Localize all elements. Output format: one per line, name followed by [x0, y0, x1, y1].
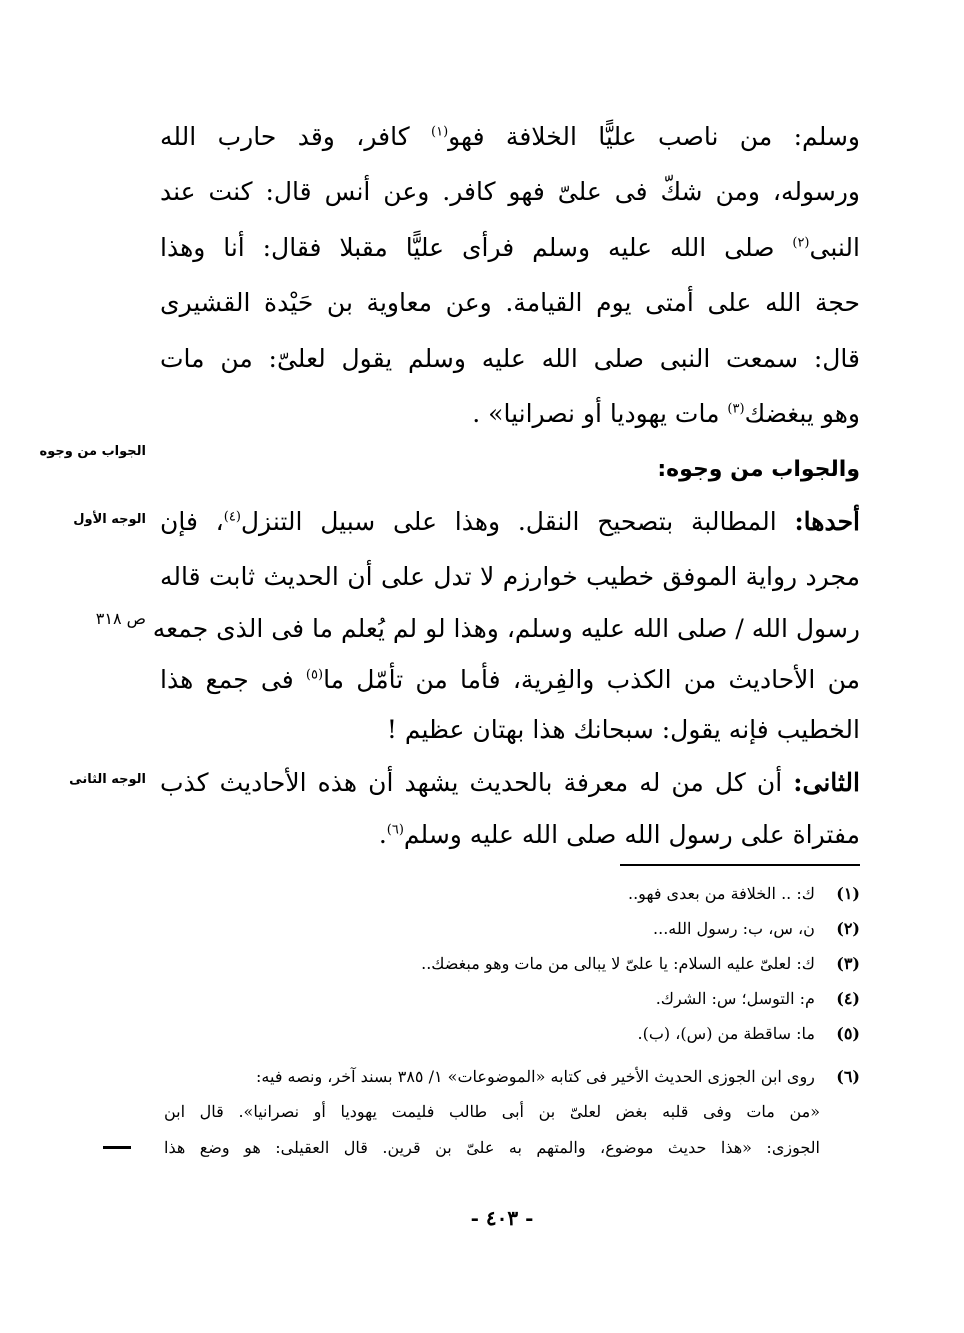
- margin-page-reference: ص ٣١٨: [95, 609, 146, 628]
- continuation-mark: [103, 1146, 131, 1149]
- body-line: قال: سمعت النبى صلى الله عليه وسلم يقول لعلىّ: من مات: [160, 344, 860, 373]
- footnote: (٤) م: التوسل؛ س: الشرك.: [655, 989, 860, 1008]
- margin-note-second-aspect: الوجه الثانى: [69, 772, 146, 787]
- footnote-continuation: الجوزى: «هذا حديث موضوع، والمتهم به علىّ بن قرين. قال العقيلى: هو وضع هذا: [164, 1138, 820, 1157]
- margin-note-first-aspect: الوجه الأول: [73, 512, 146, 527]
- answer-line: أحدها: المطالبة بتصحيح النقل. وهذا على سبيل التنزل$^{(٤)}$، فإن: [160, 507, 860, 536]
- answer-line: من الأحاديث من الكذب والفِرية، فأما من تأمّل ما$^{(٥)}$ فى جمع هذا: [160, 665, 861, 694]
- body-line: ورسوله، ومن شكّ فى علىّ فهو كافر. وعن أنس قال: كنت عند: [160, 177, 860, 206]
- body-line: حجة الله على أمتى يوم القيامة. وعن معاوية بن حَيْدة القشيرى: [160, 288, 860, 317]
- footnote: (٥) ما: ساقطة من (س)، (ب).: [637, 1024, 860, 1043]
- answer-line: الثانى: أن كل من له معرفة بالحديث يشهد أن هذه الأحاديث كذب: [160, 768, 860, 797]
- page-number: - ٤٠٣ -: [470, 1206, 534, 1230]
- footnote-marker[interactable]: (٥): [305, 667, 324, 683]
- footnote-marker[interactable]: (٤): [223, 509, 241, 525]
- footnote-marker[interactable]: (٦): [386, 822, 404, 838]
- footnote: (٦) روى ابن الجوزى الحديث الأخير فى كتابه «الموضوعات» ١/ ٣٨٥ بسند آخر، ونصه فيه:: [256, 1067, 860, 1086]
- footnote-separator: [620, 864, 860, 866]
- footnote: (٣) ك: لعلىّ عليه السلام: يا علىّ لا يبالى من مات وهو مبغضك..: [421, 954, 860, 973]
- footnote-marker[interactable]: (١): [431, 124, 449, 140]
- margin-note-answer: الجواب من وجوه: [39, 444, 146, 459]
- section-heading: والجواب من وجوه:: [657, 457, 860, 482]
- answer-line: مفتراة على رسول الله صلى الله عليه وسلم$^{(٦)}$.: [378, 820, 860, 849]
- footnote-marker[interactable]: (٣): [727, 401, 745, 417]
- footnote: (٢) ن، س، ب: رسول الله...: [653, 919, 860, 938]
- answer-line: رسول الله / صلى الله عليه وسلم، وهذا لو لم يُعلم ما فى الذى جمعه: [152, 614, 860, 643]
- footnote: (١) ك: .. الخلافة من بعدى فهو..: [628, 884, 860, 903]
- body-line: وهو يبغضك$^{(٣)}$ مات يهوديا أو نصرانيا» .: [472, 399, 860, 428]
- footnote-marker[interactable]: (٢): [792, 235, 810, 251]
- answer-line: الخطيب فإنه يقول: سبحانك هذا بهتان عظيم !: [386, 715, 860, 744]
- answer-line: مجرد رواية الموفق خطيب خوارزم لا تدل على أن الحديث ثابت قاله: [160, 562, 860, 591]
- body-line: وسلم: من ناصب عليًّا الخلافة فهو$^{(١)}$ كافر، وقد حارب الله: [160, 122, 860, 151]
- footnote-continuation: «من مات وفى قلبه بغض لعلىّ بن أبى طالب فليمت يهوديا أو نصرانيا». قال ابن: [164, 1102, 820, 1121]
- body-line: النبى$^{(٢)}$ صلى الله عليه وسلم فرأى عليًّا مقبلا فقال: أنا وهذا: [160, 233, 860, 262]
